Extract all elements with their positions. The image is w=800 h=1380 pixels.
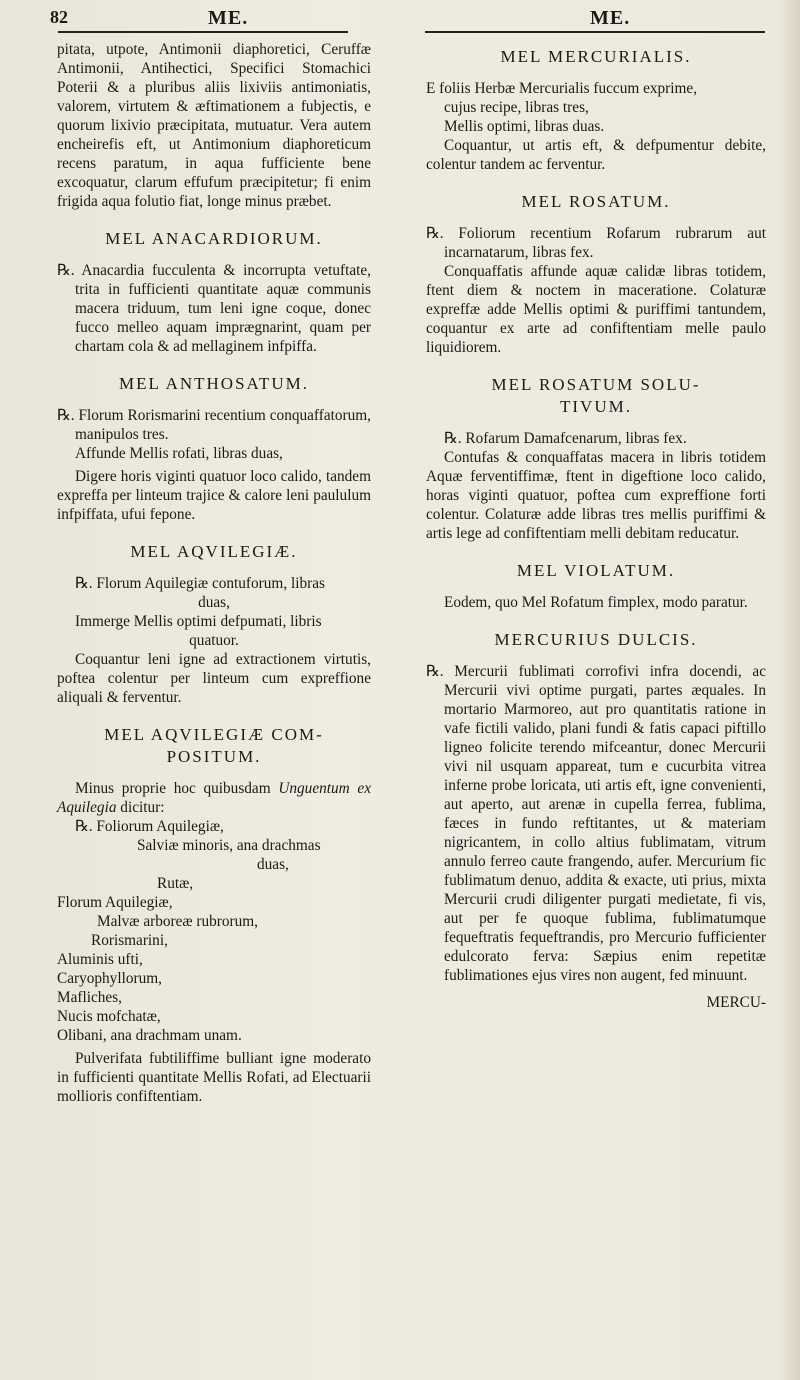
heading-line-1: MEL ROSATUM SOLU- <box>491 375 701 394</box>
ingredient-list <box>57 817 371 1045</box>
aquilegiae-line-2-cont: quatuor. <box>189 632 239 649</box>
heading-line-1: MEL AQVILEGIÆ COM- <box>104 725 324 744</box>
list-item: Florum Aquilegiæ, <box>57 894 173 911</box>
aquilegiae-line-3: Coquantur leni igne ad extractionem virtutis, poftea colentur per linteum cum expreffione aliquali & ferventur. <box>57 651 371 706</box>
aquilegiae-comp-closing: Pulverifata fubtiliffime bulliant igne moderato in fufficienti quantitate Mellis Rofati, ad Electuarii mollioris confiftentiam. <box>57 1050 371 1105</box>
aquilegiae-line-2: Immerge Mellis optimi defpumati, libris <box>75 613 322 630</box>
page-edge-shadow <box>778 0 800 1380</box>
anthosatum-line-3: Digere horis viginti quatuor loco calido, tandem expreffa per linteum trajice & calore leni paululum infpiffata, ufui fepone. <box>57 468 371 523</box>
heading-mel-rosatum-solutivum <box>426 374 766 418</box>
violatum-text: Eodem, quo Mel Rofatum fimplex, modo paratur. <box>444 594 748 611</box>
rosatum-solutivum-recipe: ℞. Rofarum Damafcenarum, libras fex. <box>444 430 687 447</box>
list-item: Caryophyllorum, <box>57 970 162 987</box>
aquilegiae-comp-lead <box>57 779 371 817</box>
mercurialis-line-1: E foliis Herbæ Mercurialis fuccum exprime, <box>426 80 698 97</box>
heading-mel-anacardiorum: MEL ANACARDIORUM. <box>105 229 323 248</box>
list-item: Rutæ, <box>157 875 194 892</box>
rosatum-recipe: ℞. Foliorum recentium Rofarum rubrarum aut incarnatarum, libras fex. <box>426 225 766 261</box>
list-item: Olibani, ana drachmam unam. <box>57 1027 242 1044</box>
mercurialis-line-3: Coquantur, ut artis eft, & defpumentur debite, colentur tandem ac ferventur. <box>426 137 766 173</box>
left-column <box>57 40 371 1106</box>
header-rule-right <box>425 31 765 33</box>
list-item: ℞. Foliorum Aquilegiæ, <box>75 818 224 835</box>
list-item: Nucis mofchatæ, <box>57 1008 161 1025</box>
rosatum-text: Conquaffatis affunde aquæ calidæ libras totidem, ftent diem & noctem in maceratione. Colaturæ expreffæ adde Mellis optimi & puriffimi tantundem, coquantur ex arte ad confiftentiam melle paulo liquidiorem. <box>426 263 766 356</box>
heading-mel-aquilegiae-compositum <box>57 724 371 768</box>
list-item: duas, <box>257 856 289 873</box>
anacardiorum-text: ℞. Anacardia fucculenta & incorrupta vetuftate, trita in fufficienti quantitate aquæ communis macera triduum, tum leni igne coque, donec fucco melleo aquam imprægnarint, quam per chartam cola & ad mellaginem infpiffa. <box>57 262 371 355</box>
catchword: MERCU- <box>706 994 766 1011</box>
header-rule-left <box>58 31 348 33</box>
rosatum-solutivum-text: Contufas & conquaffatas macera in libris totidem Aquæ ferventiffimæ, ftent in digeftione loco calido, horas viginti quatuor, poftea cum expreffione forti colentur. Colaturæ adde libras tres mellis puriffimi & artis lege ad confiftentiam melli debitam reducatur. <box>426 449 766 542</box>
list-item: Rorismarini, <box>91 932 168 949</box>
heading-mel-mercurialis: MEL MERCURIALIS. <box>500 47 692 66</box>
lead-text: Minus proprie hoc quibusdam <box>75 780 279 797</box>
list-item: Mafliches, <box>57 989 122 1006</box>
heading-mel-aquilegiae: MEL AQVILEGIÆ. <box>130 542 298 561</box>
heading-mel-rosatum: MEL ROSATUM. <box>521 192 671 211</box>
intro-paragraph: pitata, utpote, Antimonii diaphoretici, Ceruffæ Antimonii, Antihectici, Specifici Stomachici Poterii & a pluribus aliis lixiviis antimoniatis, valorem, virtutem & æftimationem a fubjectis, e quorum lixivio præcipitata, mutuatur. Vera autem encheirefis eft, ut Antimonium diaphoreticum recens paratum, in aqua fufficiente bene excoquatur, clarum effufum præcipitetur; fi enim frigida aqua folutio fiat, longe minus præbet. <box>57 41 371 210</box>
page-number: 82 <box>50 7 68 27</box>
list-item: Salviæ minoris, ana drachmas <box>137 837 321 854</box>
aquilegiae-recipe: ℞. Florum Aquilegiæ contuforum, libras <box>75 575 325 592</box>
lead-italic-text: Unguentum ex Aquilegia <box>57 780 371 816</box>
mercurialis-line-1-cont: cujus recipe, libras tres, <box>444 99 589 116</box>
list-item: Aluminis ufti, <box>57 951 143 968</box>
heading-line-2: TIVUM. <box>560 397 632 416</box>
heading-mel-anthosatum: MEL ANTHOSATUM. <box>119 374 309 393</box>
right-column <box>426 40 766 1012</box>
mercurius-dulcis-text: ℞. Mercurii fublimati corrofivi infra docendi, ac Mercurii vivi optime purgati, partes æquales. In mortario Marmoreo, aut pro quantitatis ratione in vafe fictili valido, plani fundi & fatis capaci piftillo ligneo folicite terendo mifceantur, donec Mercurii vivi nil usquam appareat, tum e cucurbita vitrea inferne probe loricata, uti artis eft, igne convenienti, aut aperto, aut arenæ in cupella ferrea, fublima, fæces in fundo reftitantes, ut & materiam nigricantem, in collo altius fublimatam, vitrum annulo ferreo caute frangendo, aufer. Mercurium fic fublimatum denuo, addita & exacte, uti prius, mixta Mercurii crudi diligenter purgati medietate, fi vis, aut per fe quoque fublima, fublimatumque fequeftratis fequeftrandis, pro Mercurio fufficienter edulcorato ferva: Sæpius enim repetitæ fublimationes ejus vires non augent, fed minuunt. <box>426 663 766 984</box>
running-head-right: ME. <box>590 7 631 29</box>
anthosatum-recipe: ℞. Florum Rorismarini recentium conquaffatorum, manipulos tres. <box>57 407 371 443</box>
running-head-left: ME. <box>208 7 249 29</box>
heading-mercurius-dulcis: MERCURIUS DULCIS. <box>494 630 698 649</box>
page-header <box>0 0 800 40</box>
mercurialis-line-2: Mellis optimi, libras duas. <box>444 118 605 135</box>
heading-mel-violatum: MEL VIOLATUM. <box>516 561 676 580</box>
anthosatum-line-2: Affunde Mellis rofati, libras duas, <box>75 445 283 462</box>
heading-line-2: POSITUM. <box>166 747 262 766</box>
list-item: Malvæ arboreæ rubrorum, <box>97 913 259 930</box>
lead-end-text: dicitur: <box>116 799 165 816</box>
aquilegiae-recipe-cont: duas, <box>198 594 230 611</box>
